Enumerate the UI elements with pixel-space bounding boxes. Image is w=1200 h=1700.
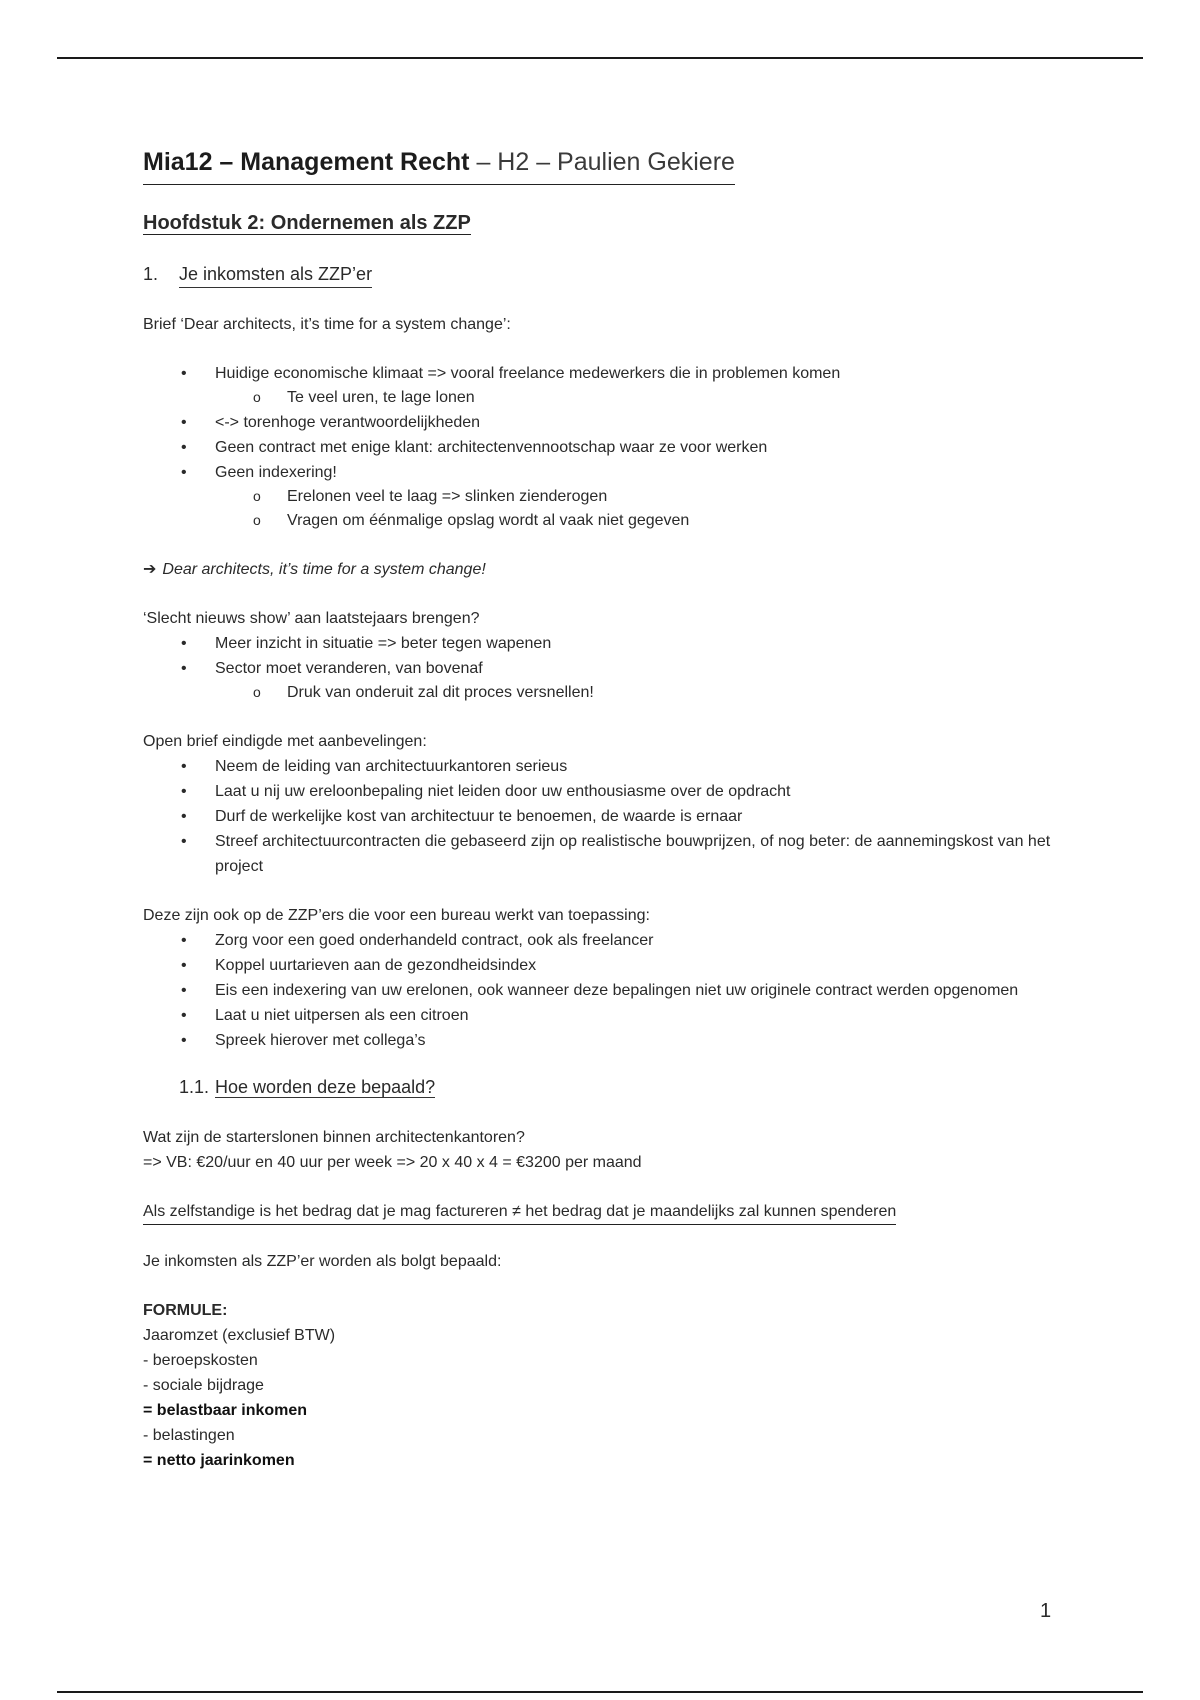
formula-line: Jaaromzet (exclusief BTW) (143, 1327, 336, 1344)
arrow-icon: ➔ (143, 561, 157, 578)
starter-example: => VB: €20/uur en 40 uur per week => 20 x 40 x 4 = €3200 per maand (143, 1154, 642, 1171)
conclusion-line: ➔ Dear architects, it’s time for a system change! (143, 561, 486, 578)
list-item: • Zorg voor een goed onderhandeld contract, ook als freelancer (143, 928, 1083, 953)
document-body (143, 140, 1083, 1473)
formula-line: = belastbaar inkomen (143, 1402, 308, 1419)
sub-list-item: o Druk van onderuit zal dit proces versnellen! (215, 681, 1083, 705)
list-item: • Geen contract met enige klant: architectenvennootschap waar ze voor werken (143, 435, 1083, 460)
recommendations-list (143, 754, 1083, 879)
chapter-heading: Hoofdstuk 2: Ondernemen als ZZP (143, 212, 471, 234)
zzp-intro: Deze zijn ook op de ZZP’ers die voor een bureau werkt van toepassing: (143, 907, 650, 924)
list-item: • Huidige economische klimaat => vooral freelance medewerkers die in problemen komen o Te veel uren, te lage lonen (143, 361, 1083, 410)
document-title (143, 140, 735, 185)
section-1-1-heading: 1.1. Hoe worden deze bepaald? (179, 1077, 436, 1097)
section-1-heading: 1. Je inkomsten als ZZP’er (143, 261, 1083, 288)
sub-list-item: o Vragen om éénmalige opslag wordt al vaak niet gegeven (215, 509, 1083, 533)
list-item: • Meer inzicht in situatie => beter tegen wapenen (143, 631, 1083, 656)
list-item: • Streef architectuurcontracten die gebaseerd zijn op realistische bouwprijzen, of nog beter: de aannemingskost van het project (143, 829, 1083, 879)
page-number: 1 (1040, 1600, 1052, 1622)
bad-news-intro: ‘Slecht nieuws show’ aan laatstejaars brengen? (143, 610, 480, 627)
formula-heading: FORMULE: (143, 1302, 228, 1319)
income-intro: Je inkomsten als ZZP’er worden als bolgt bepaald: (143, 1253, 502, 1270)
list-item: • Durf de werkelijke kost van architectuur te benoemen, de waarde is ernaar (143, 804, 1083, 829)
title-course: Mia12 – Management Recht (143, 148, 470, 176)
list-item: • <-> torenhoge verantwoordelijkheden (143, 410, 1083, 435)
list-item: • Sector moet veranderen, van bovenaf o Druk van onderuit zal dit proces versnellen! (143, 656, 1083, 705)
self-employed-note: Als zelfstandige is het bedrag dat je mag factureren ≠ het bedrag dat je maandelijks zal kunnen spenderen (143, 1199, 896, 1225)
letter-intro: Brief ‘Dear architects, it’s time for a system change’: (143, 316, 511, 333)
sub-list-item: o Te veel uren, te lage lonen (215, 386, 1083, 410)
zzp-list (143, 928, 1083, 1053)
bad-news-list (143, 631, 1083, 705)
formula-line: - beroepskosten (143, 1352, 258, 1369)
formula-line: - belastingen (143, 1427, 235, 1444)
formula-line: - sociale bijdrage (143, 1377, 264, 1394)
formula-lines (143, 1323, 1083, 1473)
title-author: – H2 – Paulien Gekiere (469, 148, 735, 176)
list-item: • Eis een indexering van uw erelonen, ook wanneer deze bepalingen niet uw originele contract werden opgenomen (143, 978, 1083, 1003)
sub-list-item: o Erelonen veel te laag => slinken zienderogen (215, 485, 1083, 509)
footer-rule (57, 1691, 1143, 1693)
list-item: • Neem de leiding van architectuurkantoren serieus (143, 754, 1083, 779)
list-item: • Spreek hierover met collega’s (143, 1028, 1083, 1053)
list-item: • Geen indexering! o Erelonen veel te laag => slinken zienderogen o Vragen om éénmalige opslag wordt al vaak niet gegeven (143, 460, 1083, 533)
recommendations-intro: Open brief eindigde met aanbevelingen: (143, 733, 427, 750)
list-item: • Laat u nij uw ereloonbepaling niet leiden door uw enthousiasme over de opdracht (143, 779, 1083, 804)
problems-list (143, 361, 1083, 533)
list-item: • Koppel uurtarieven aan de gezondheidsindex (143, 953, 1083, 978)
list-item: • Laat u niet uitpersen als een citroen (143, 1003, 1083, 1028)
starter-question: Wat zijn de starterslonen binnen architectenkantoren? (143, 1129, 525, 1146)
formula-line: = netto jaarinkomen (143, 1452, 295, 1469)
header-rule (57, 57, 1143, 59)
